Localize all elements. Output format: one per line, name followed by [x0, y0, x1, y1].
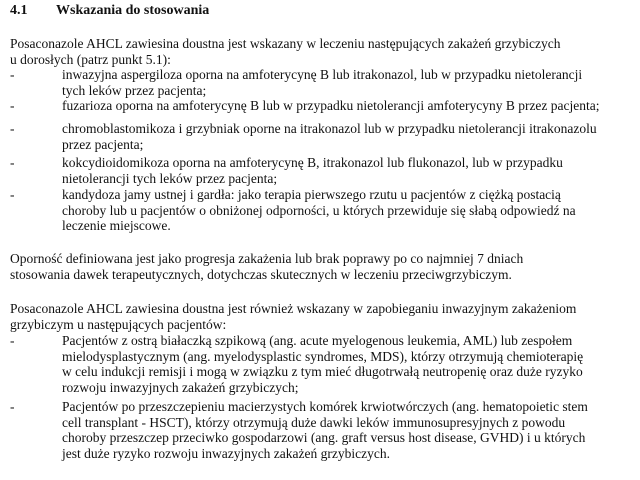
list-item-line: leczenie miejscowe.: [62, 218, 171, 233]
list-dash: -: [10, 98, 15, 113]
section-number: 4.1: [10, 3, 28, 18]
list-item-line: jest duże ryzyko rozwoju inwazyjnych zakażeń grzybiczych.: [62, 445, 390, 461]
paragraph-line: grzybiczym u następujących pacjentów:: [10, 316, 227, 332]
list-item-line: Pacjentów z ostrą białaczką szpikową (ang. acute myelogenous leukemia, AML) lub zespołem: [62, 333, 573, 348]
list-dash: -: [10, 155, 15, 170]
section-heading: [10, 2, 209, 20]
list-item-line: inwazyjna aspergiloza oporna na amfoterycynę B lub itrakonazol, lub w przypadku nietolerancji: [62, 67, 583, 82]
list-item-line: kokcydioidomikoza oporna na amfoterycynę B, itrakonazol lub flukonazol, lub w przypadku: [62, 155, 563, 170]
definition-paragraph: [10, 251, 630, 282]
intro-paragraph: [10, 36, 630, 67]
list-item-line: mielodysplastycznym (ang. myelodysplastic syndromes, MDS), którzy otrzymują chemioterapię: [62, 348, 584, 364]
list-item-line: w celu indukcji remisji i mogą w związku z tym mieć długotrwałą neutropenię oraz duże ryzyko: [62, 364, 583, 379]
paragraph-line: u dorosłych (patrz punkt 5.1):: [10, 51, 171, 67]
list-item-line: cell transplant - HSCT), którzy otrzymują duże dawki leków immunosupresyjnych z powodu: [62, 414, 566, 430]
paragraph-line: Oporność definiowana jest jako progresja zakażenia lub brak poprawy po co najmniej 7 dniach: [10, 251, 524, 266]
list-item-line: tych leków przez pacjenta;: [62, 82, 207, 98]
list-item-line: choroby lub u pacjentów o obniżonej odporności, u których przewiduje się słabą odpowiedź na: [62, 202, 576, 218]
paragraph-line: Posaconazole AHCL zawiesina doustna jest wskazany w leczeniu następujących zakażeń grzybiczych: [10, 36, 561, 51]
section-title: Wskazania do stosowania: [56, 3, 210, 18]
list-dash: -: [10, 121, 15, 136]
list-dash: -: [10, 399, 15, 414]
list-item-line: przez pacjenta;: [62, 136, 144, 152]
list-item-line: Pacjentów po przeszczepieniu macierzystych komórek krwiotwórczych (ang. hematopoietic stem: [62, 399, 588, 414]
list-dash: -: [10, 187, 15, 202]
list-dash: -: [10, 333, 15, 348]
list-item-line: nietolerancji tych leków przez pacjenta;: [62, 170, 278, 186]
list-item-line: choroby przeszczep przeciwko gospodarzowi (ang. graft versus host disease, GVHD) i u których: [62, 430, 586, 445]
paragraph-line: Posaconazole AHCL zawiesina doustna jest również wskazany w zapobieganiu inwazyjnym zakażeniom: [10, 301, 577, 316]
prevention-intro-paragraph: [10, 301, 630, 332]
list-dash: -: [10, 67, 15, 82]
list-item-line: rozwoju inwazyjnych zakażeń grzybiczych;: [62, 379, 299, 395]
list-item-line: kandydoza jamy ustnej i gardła: jako terapia pierwszego rzutu u pacjentów z ciężką postacią: [62, 187, 561, 202]
list-item-line: fuzarioza oporna na amfoterycynę B lub w przypadku nietolerancji amfoterycyny B przez pacjenta;: [62, 98, 600, 113]
paragraph-line: stosowania dawek terapeutycznych, dotychczas skutecznych w leczeniu przeciwgrzybiczym.: [10, 266, 512, 282]
list-item-line: chromoblastomikoza i grzybniak oporne na itrakonazol lub w przypadku nietolerancji itrakonazolu: [62, 121, 597, 136]
